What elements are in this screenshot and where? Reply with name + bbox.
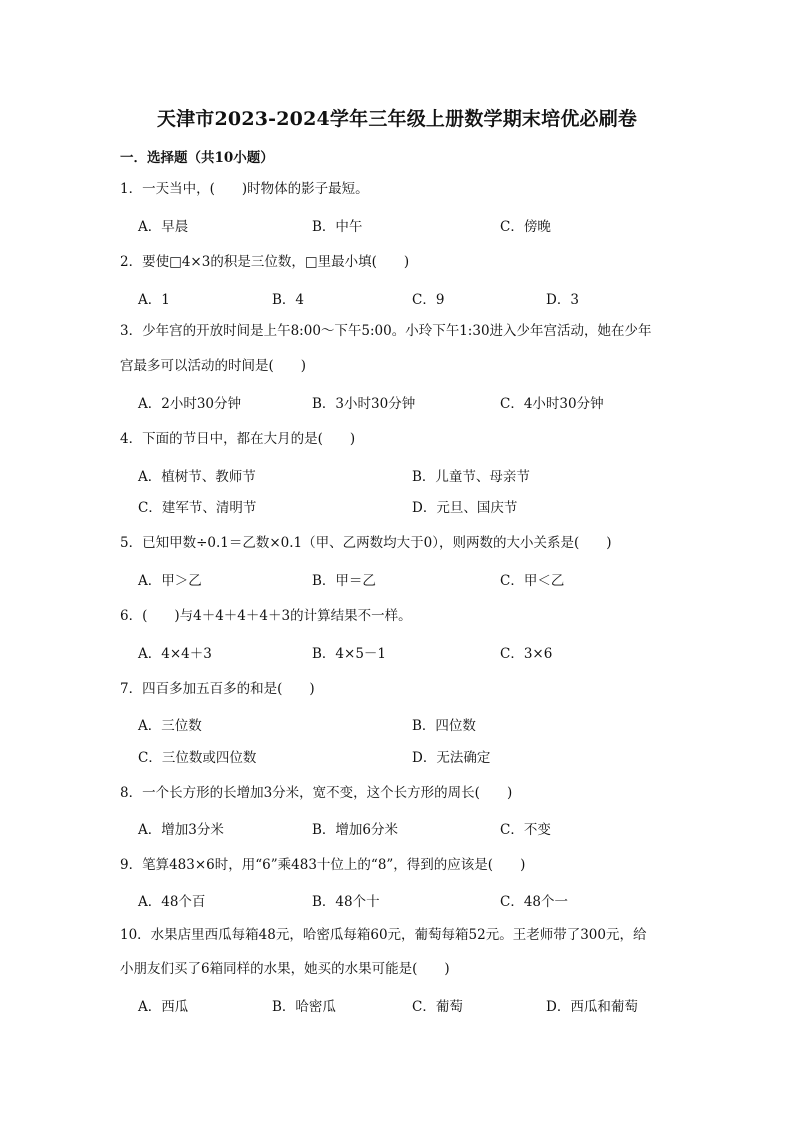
question-3-option-a: A．2小时30分钟	[138, 396, 242, 412]
question-6-option-b: B．4×5－1	[312, 646, 386, 662]
question-2-option-d: D．3	[546, 292, 579, 308]
question-2-option-a: A．1	[138, 292, 170, 308]
question-8-option-c: C．不变	[500, 822, 551, 838]
question-1-option-a: A．早晨	[138, 219, 189, 235]
question-5-option-a: A．甲＞乙	[138, 573, 202, 589]
question-1-option-c: C．傍晚	[500, 219, 551, 235]
question-10-option-d: D．西瓜和葡萄	[546, 999, 638, 1015]
question-3-option-b: B．3小时30分钟	[312, 396, 416, 412]
question-6-stem: 6．( )与4＋4＋4＋4＋3的计算结果不一样。	[120, 608, 412, 624]
question-2-option-c: C．9	[412, 292, 445, 308]
question-5-option-c: C．甲＜乙	[500, 573, 565, 589]
question-5-stem: 5．已知甲数÷0.1＝乙数×0.1（甲、乙两数均大于0），则两数的大小关系是( )	[120, 535, 612, 551]
question-7-option-a: A．三位数	[138, 718, 202, 734]
question-4-stem: 4．下面的节日中，都在大月的是( )	[120, 431, 356, 447]
page-title: 天津市2023-2024学年三年级上册数学期末培优必刷卷	[156, 108, 638, 130]
question-10-stem-line-1: 10．水果店里西瓜每箱48元，哈密瓜每箱60元，葡萄每箱52元。王老师带了300元，给	[120, 927, 647, 943]
question-3-option-c: C．4小时30分钟	[500, 396, 604, 412]
question-10-stem-line-2: 小朋友们买了6箱同样的水果，她买的水果可能是( )	[120, 961, 450, 977]
question-7-option-d: D．无法确定	[412, 750, 491, 766]
question-10-option-b: B．哈密瓜	[272, 999, 336, 1015]
question-10-option-a: A．西瓜	[138, 999, 189, 1015]
question-9-option-c: C．48个一	[500, 894, 569, 910]
question-4-option-b: B．儿童节、母亲节	[412, 469, 530, 485]
question-9-stem: 9．笔算483×6时，用“6”乘483十位上的“8”，得到的应该是( )	[120, 857, 526, 873]
question-7-option-c: C．三位数或四位数	[138, 750, 257, 766]
question-8-stem: 8．一个长方形的长增加3分米，宽不变，这个长方形的周长( )	[120, 785, 513, 801]
question-8-option-b: B．增加6分米	[312, 822, 399, 838]
question-7-stem: 7．四百多加五百多的和是( )	[120, 681, 315, 697]
question-7-option-b: B．四位数	[412, 718, 476, 734]
question-6-option-c: C．3×6	[500, 646, 553, 662]
question-5-option-b: B．甲＝乙	[312, 573, 376, 589]
question-2-option-b: B．4	[272, 292, 305, 308]
question-3-stem-line-2: 宫最多可以活动的时间是( )	[120, 358, 307, 374]
question-1-option-b: B．中午	[312, 219, 363, 235]
section-heading: 一．选择题（共10小题）	[120, 150, 274, 166]
question-9-option-a: A．48个百	[138, 894, 206, 910]
question-8-option-a: A．增加3分米	[138, 822, 224, 838]
question-1-stem: 1．一天当中，( )时物体的影子最短。	[120, 181, 369, 197]
question-4-option-a: A．植树节、教师节	[138, 469, 256, 485]
question-4-option-c: C．建军节、清明节	[138, 500, 257, 516]
question-3-stem-line-1: 3．少年宫的开放时间是上午8:00～下午5:00。小玲下午1:30进入少年宫活动，她在少年	[120, 323, 652, 339]
question-9-option-b: B．48个十	[312, 894, 380, 910]
question-2-stem: 2．要使□4×3的积是三位数，□里最小填( )	[120, 254, 410, 270]
question-4-option-d: D．元旦、国庆节	[412, 500, 518, 516]
question-10-option-c: C．葡萄	[412, 999, 463, 1015]
question-6-option-a: A．4×4＋3	[138, 646, 212, 662]
